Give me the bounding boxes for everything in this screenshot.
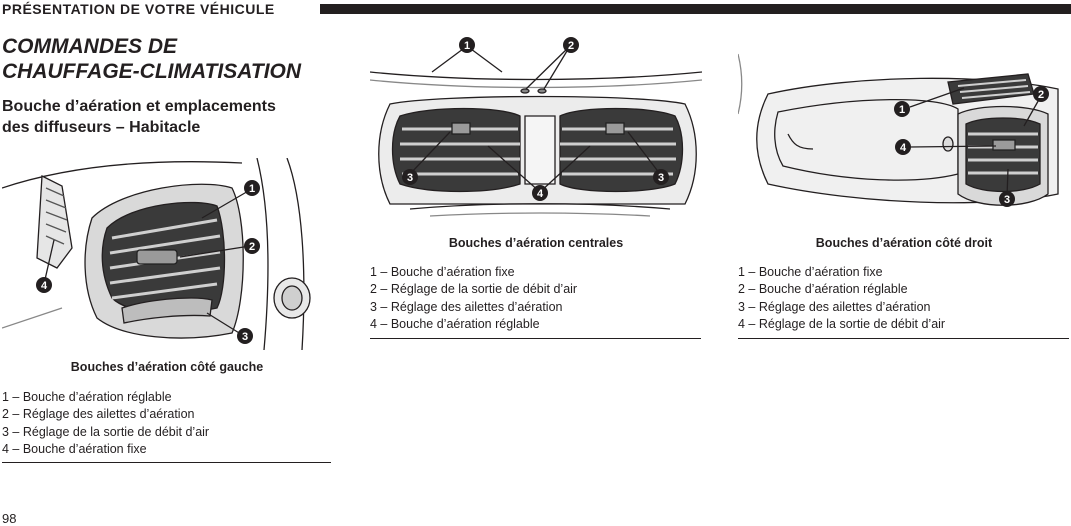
center-legend-rule (370, 338, 701, 339)
right-legend-item-1: 1 – Bouche d’aération fixe (738, 265, 883, 279)
section-subtitle-line-2: des diffuseurs – Habitacle (2, 119, 201, 136)
center-callout-3-right: 3 (657, 172, 665, 184)
right-legend-item-3: 3 – Réglage des ailettes d’aération (738, 299, 931, 314)
left-legend (2, 389, 209, 458)
center-legend (370, 264, 577, 333)
left-callout-3: 3 (241, 331, 249, 343)
section-subtitle (2, 96, 322, 138)
center-callout-1: 1 (463, 40, 471, 52)
center-vents-illustration (370, 34, 702, 224)
right-legend (738, 264, 945, 333)
center-callout-2: 2 (567, 40, 575, 52)
center-callout-3-left: 3 (406, 172, 414, 184)
left-callout-2: 2 (248, 241, 256, 253)
figure-left-vents (2, 158, 332, 350)
right-legend-item-4: 4 – Réglage de la sortie de débit d’air (738, 316, 946, 331)
left-legend-item-2: 2 – Réglage des ailettes d’aération (2, 407, 195, 422)
figure-center-vents (370, 34, 702, 224)
left-legend-item-3: 3 – Réglage de la sortie de débit d’air (2, 424, 210, 439)
center-figure-caption: Bouches d’aération centrales (448, 236, 624, 250)
figure-right-vents (738, 34, 1070, 224)
right-figure-caption: Bouches d’aération côté droit (815, 236, 993, 250)
section-title-line-2: CHAUFFAGE-CLIMATISATION (2, 60, 302, 83)
center-legend-item-3: 3 – Réglage des ailettes d’aération (370, 299, 563, 314)
right-legend-rule (738, 338, 1069, 339)
left-callout-1: 1 (248, 183, 256, 195)
page-header (0, 0, 1071, 18)
right-vents-illustration (738, 34, 1070, 224)
left-figure-caption: Bouches d’aération côté gauche (70, 360, 264, 374)
header-rule (320, 4, 1071, 14)
center-legend-item-2: 2 – Réglage de la sortie de débit d’air (370, 282, 578, 297)
left-legend-item-4: 4 – Bouche d’aération fixe (2, 441, 147, 456)
page-number: 98 (2, 511, 17, 526)
section-subtitle-line-1: Bouche d’aération et emplacements (2, 98, 276, 115)
center-legend-item-4: 4 – Bouche d’aération réglable (370, 316, 540, 331)
header-title: PRÉSENTATION DE VOTRE VÉHICULE (2, 1, 275, 17)
right-callout-3: 3 (1003, 194, 1011, 206)
left-vents-illustration (2, 158, 332, 350)
section-title (2, 34, 332, 84)
center-callout-4: 4 (536, 188, 544, 200)
left-legend-rule (2, 462, 331, 463)
right-callout-2: 2 (1037, 89, 1045, 101)
left-legend-item-1: 1 – Bouche d’aération réglable (2, 390, 172, 404)
right-callout-4: 4 (899, 142, 907, 154)
left-callout-4: 4 (40, 280, 48, 292)
center-legend-item-1: 1 – Bouche d’aération fixe (370, 265, 515, 279)
right-callout-1: 1 (898, 104, 906, 116)
right-legend-item-2: 2 – Bouche d’aération réglable (738, 282, 908, 297)
section-title-line-1: COMMANDES DE (2, 35, 178, 58)
